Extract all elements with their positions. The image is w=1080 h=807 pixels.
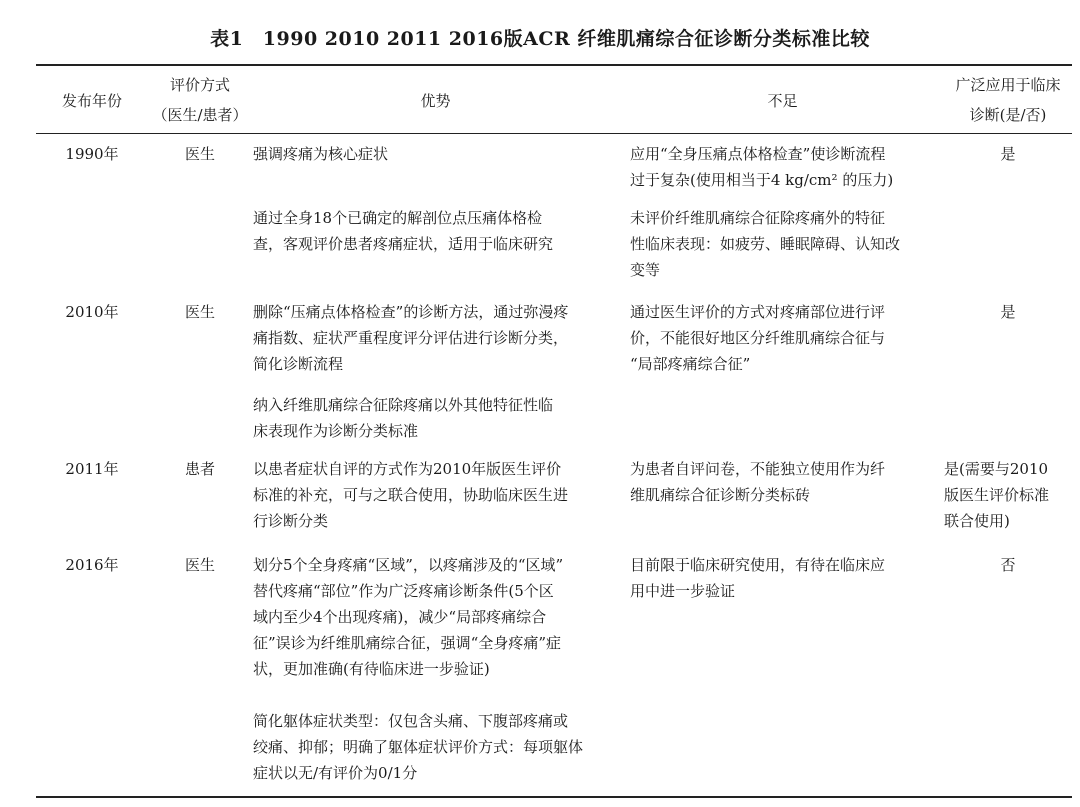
table-bottom-rule [36, 796, 1072, 798]
row-2016-advantage-2-line-1: 简化躯体症状类型：仅包含头痛、下腹部疼痛或 [253, 712, 569, 730]
row-2010-advantage-1-line-3: 简化诊断流程 [253, 355, 344, 373]
row-1990-shortcoming-1-line-2: 过于复杂(使用相当于4 kg/cm² 的压力) [630, 171, 894, 189]
row-2010-year: 2010年 [65, 303, 119, 321]
header-bottom-rule [36, 133, 1072, 134]
row-2016-year: 2016年 [65, 556, 119, 574]
row-2010-shortcoming-1-line-3: “局部疼痛综合征” [630, 355, 751, 373]
row-1990-shortcoming-1-line-1: 应用“全身压痛点体格检查”使诊断流程 [630, 145, 886, 163]
row-2010-advantage-1-line-2: 痛指数、症状严重程度评分评估进行诊断分类， [253, 329, 569, 347]
row-1990-shortcoming-2-line-3: 变等 [630, 261, 661, 279]
row-2016-advantage-1-line-3: 域内至少4个出现疼痛)，减少“局部疼痛综合 [253, 608, 547, 626]
header-year: 发布年份 [61, 92, 122, 110]
row-2016-shortcoming-1-line-1: 目前限于临床研究使用，有待在临床应 [630, 556, 886, 574]
header-shortcoming: 不足 [767, 92, 798, 110]
row-2011-usage-line-2: 版医生评价标准 [944, 486, 1050, 504]
row-2011-usage-line-3: 联合使用) [944, 512, 1010, 530]
row-1990-advantage-2-line-1: 通过全身18个已确定的解剖位点压痛体格检 [253, 209, 543, 227]
row-2011-method: 患者 [184, 460, 215, 478]
row-2011-advantage-1-line-2: 标准的补充，可与之联合使用，协助临床医生进 [253, 486, 569, 504]
row-2016-advantage-1-line-4: 征”误诊为纤维肌痛综合征，强调“全身疼痛”症 [253, 634, 562, 652]
row-2011-shortcoming-1-line-1: 为患者自评问卷，不能独立使用作为纤 [630, 460, 886, 478]
row-2011-year: 2011年 [65, 460, 119, 478]
row-2010-shortcoming-1-line-1: 通过医生评价的方式对疼痛部位进行评 [630, 303, 886, 321]
row-2016-advantage-1-line-1: 划分5个全身疼痛“区域”，以疼痛涉及的“区域” [253, 556, 564, 574]
row-2016-advantage-2-line-3: 症状以无/有评价为0/1分 [253, 764, 418, 782]
row-2016-method: 医生 [184, 556, 215, 574]
row-1990-method: 医生 [184, 145, 215, 163]
row-1990-advantage-1-line-1: 强调疼痛为核心症状 [253, 145, 389, 163]
header-usage-line1: 广泛应用于临床 [955, 76, 1061, 94]
row-2011-advantage-1-line-1: 以患者症状自评的方式作为2010年版医生评价 [253, 460, 562, 478]
row-1990-advantage-2-line-2: 查，客观评价患者疼痛症状，适用于临床研究 [253, 235, 554, 253]
header-method-line2: （医生/患者） [152, 106, 248, 124]
row-2016-advantage-2-line-2: 绞痛、抑郁；明确了躯体症状评价方式：每项躯体 [253, 738, 584, 756]
row-2010-advantage-2-line-2: 床表现作为诊断分类标准 [253, 422, 419, 440]
header-usage-line2: 诊断(是/否) [969, 106, 1047, 124]
row-1990-shortcoming-2-line-1: 未评价纤维肌痛综合征除疼痛外的特征 [630, 209, 886, 227]
header-method-line1: 评价方式 [169, 76, 230, 94]
row-2010-advantage-2-line-1: 纳入纤维肌痛综合征除疼痛以外其他特征性临 [253, 396, 554, 414]
header-advantage: 优势 [420, 92, 451, 110]
row-1990-usage: 是 [1000, 145, 1016, 163]
table-top-rule [36, 64, 1072, 66]
row-2010-shortcoming-1-line-2: 价，不能很好地区分纤维肌痛综合征与 [630, 329, 886, 347]
table-title: 表1 1990 2010 2011 2016版ACR 纤维肌痛综合征诊断分类标准比较 [210, 28, 870, 50]
row-2016-advantage-1-line-2: 替代疼痛“部位”作为广泛疼痛诊断条件(5个区 [253, 582, 554, 600]
row-2010-advantage-1-line-1: 删除“压痛点体格检查”的诊断方法，通过弥漫疼 [253, 303, 569, 321]
row-1990-shortcoming-2-line-2: 性临床表现：如疲劳、睡眠障碍、认知改 [630, 235, 901, 253]
row-2016-advantage-1-line-5: 状，更加准确(有待临床进一步验证) [253, 660, 490, 678]
row-2010-usage: 是 [1000, 303, 1016, 321]
row-2011-shortcoming-1-line-2: 维肌痛综合征诊断分类标砖 [630, 486, 811, 504]
row-2011-advantage-1-line-3: 行诊断分类 [253, 512, 329, 530]
row-2011-usage-line-1: 是(需要与2010 [944, 460, 1049, 478]
row-1990-year: 1990年 [65, 145, 119, 163]
row-2016-usage: 否 [1000, 556, 1016, 574]
row-2010-method: 医生 [184, 303, 215, 321]
row-2016-shortcoming-1-line-2: 用中进一步验证 [630, 582, 736, 600]
